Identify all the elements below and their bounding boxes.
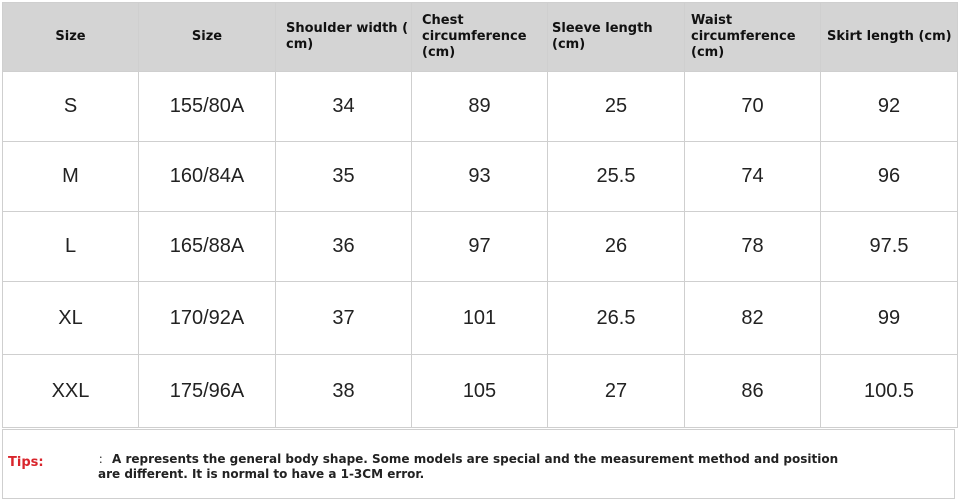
cell-waist: 74 — [685, 142, 821, 212]
tips-box — [2, 429, 955, 499]
header-skirt-length: Skirt length (cm) — [821, 3, 958, 72]
cell-size-label: XXL — [3, 355, 139, 428]
size-table — [2, 2, 958, 428]
cell-skirt: 99 — [821, 282, 958, 355]
cell-sleeve: 26.5 — [548, 282, 685, 355]
table-row — [3, 282, 958, 355]
header-waist-circumference: Waist circumference (cm) — [685, 3, 821, 72]
table-row — [3, 72, 958, 142]
table-row — [3, 142, 958, 212]
cell-waist: 82 — [685, 282, 821, 355]
cell-sleeve: 25.5 — [548, 142, 685, 212]
tips-colon: ： — [98, 452, 111, 466]
size-chart — [2, 2, 957, 428]
cell-chest: 101 — [412, 282, 548, 355]
cell-size-label: M — [3, 142, 139, 212]
cell-chest: 97 — [412, 212, 548, 282]
cell-chest: 93 — [412, 142, 548, 212]
header-size-label: Size — [3, 3, 139, 72]
cell-size-code: 170/92A — [139, 282, 276, 355]
cell-waist: 78 — [685, 212, 821, 282]
cell-waist: 70 — [685, 72, 821, 142]
cell-shoulder-width: 35 — [276, 142, 412, 212]
cell-sleeve: 25 — [548, 72, 685, 142]
cell-chest: 89 — [412, 72, 548, 142]
header-sleeve-length: Sleeve length (cm) — [548, 3, 685, 72]
cell-size-label: S — [3, 72, 139, 142]
cell-skirt: 92 — [821, 72, 958, 142]
cell-size-code: 175/96A — [139, 355, 276, 428]
header-chest-circumference: Chest circumference (cm) — [412, 3, 548, 72]
cell-skirt: 100.5 — [821, 355, 958, 428]
tips-label: Tips: — [8, 455, 44, 470]
cell-size-code: 165/88A — [139, 212, 276, 282]
cell-skirt: 97.5 — [821, 212, 958, 282]
cell-size-label: XL — [3, 282, 139, 355]
cell-size-label: L — [3, 212, 139, 282]
cell-size-code: 160/84A — [139, 142, 276, 212]
header-shoulder-width: Shoulder width ( cm) — [276, 3, 412, 72]
cell-size-code: 155/80A — [139, 72, 276, 142]
cell-chest: 105 — [412, 355, 548, 428]
cell-shoulder-width: 38 — [276, 355, 412, 428]
cell-shoulder-width: 34 — [276, 72, 412, 142]
header-size-code: Size — [139, 3, 276, 72]
cell-shoulder-width: 37 — [276, 282, 412, 355]
table-header-row — [3, 3, 958, 72]
cell-skirt: 96 — [821, 142, 958, 212]
cell-waist: 86 — [685, 355, 821, 428]
cell-sleeve: 26 — [548, 212, 685, 282]
cell-sleeve: 27 — [548, 355, 685, 428]
cell-shoulder-width: 36 — [276, 212, 412, 282]
tips-text: A represents the general body shape. Some models are special and the measurement method and position are different. It is normal to have a 1-3CM error. — [98, 452, 839, 481]
table-row — [3, 212, 958, 282]
table-row — [3, 355, 958, 428]
